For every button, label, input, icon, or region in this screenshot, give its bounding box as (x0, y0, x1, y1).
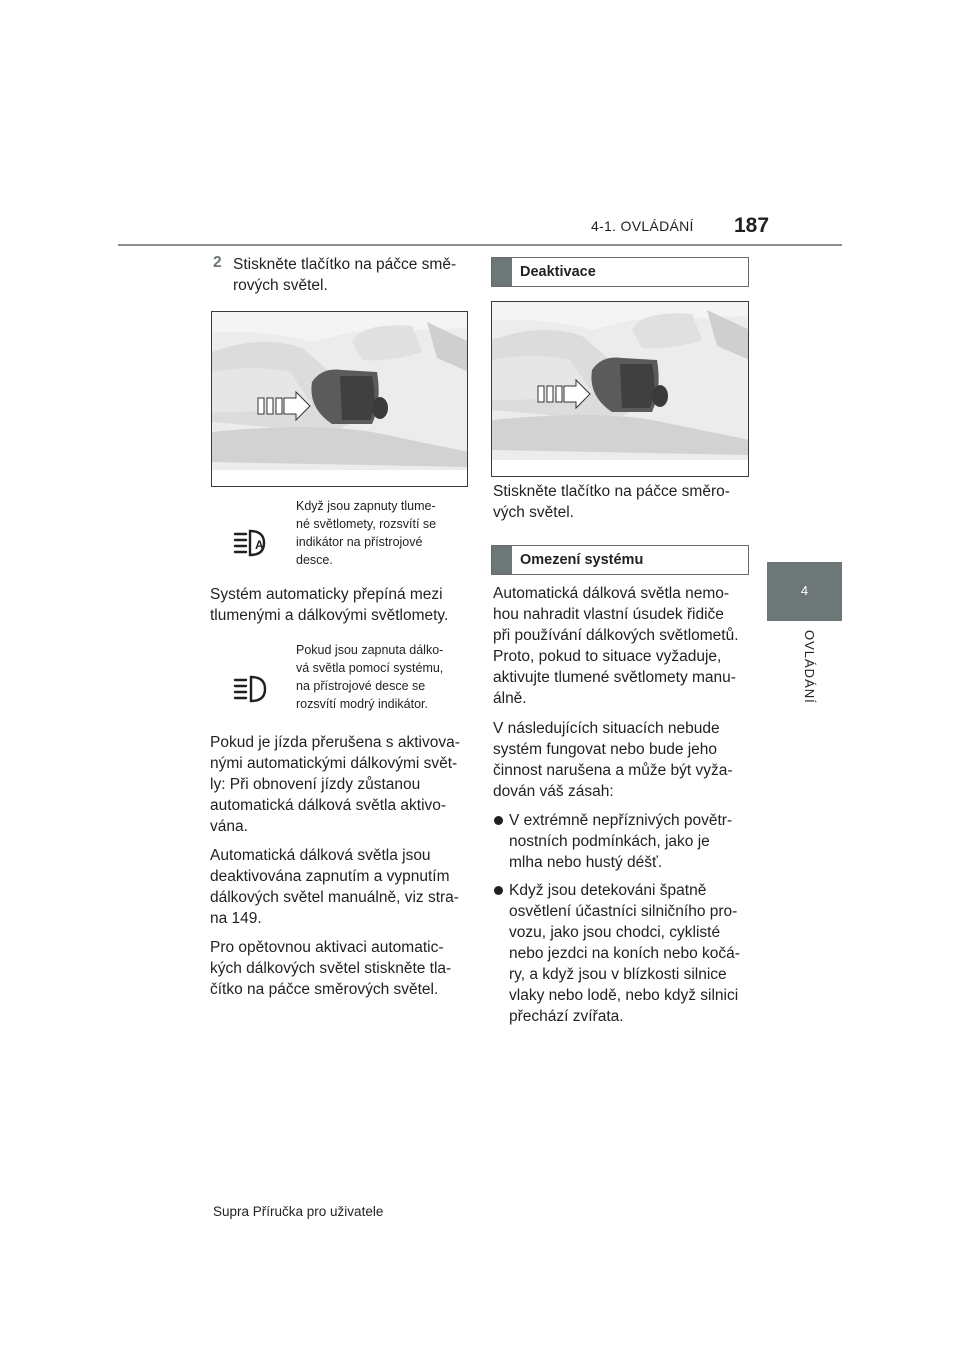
header-divider (118, 244, 842, 246)
paragraph: V následujících situacích nebude systém fungovat nebo bude jeho činnost narušena a může být vyža- dován váš zásah: (493, 720, 733, 800)
chapter-tab (767, 562, 842, 621)
heading-bar (492, 258, 512, 286)
icon-note-2: Pokud jsou zapnuta dálko- vá světla pomocí systému, na přístrojové desce se rozsvítí modrý indikátor. (296, 643, 444, 711)
automatic-high-beam-assist-icon (232, 526, 276, 560)
lever-drawing (212, 312, 468, 487)
bullet-dot (494, 886, 503, 895)
paragraph: Automatická dálková světla jsou deaktivována zapnutím a vypnutím dálkových světel manuálně, viz stra- na 149. (210, 847, 459, 927)
section-title: 4-1. OVLÁDÁNÍ (591, 218, 694, 234)
chapter-number: 4 (800, 583, 809, 598)
heading-bar (492, 546, 512, 574)
paragraph: Pro opětovnou aktivaci automatic- kých dálkových světel stiskněte tla- čítko na páčce směrových světel. (210, 939, 452, 998)
page-number: 187 (734, 214, 770, 237)
high-beam-indicator-icon (232, 672, 276, 706)
step-number: 2 (213, 254, 222, 271)
icon-note-1: Když jsou zapnuty tlume- né světlomety, rozsvítí se indikátor na přístrojové desce. (296, 499, 437, 567)
footer-text: Supra Příručka pro uživatele (213, 1204, 384, 1219)
bullet-item: Když jsou detekováni špatně osvětlení účastníci silničního pro- vozu, jako jsou chodci, cyklisté nebo jezdci na koních nebo kočá- ry, a když jsou v blízkosti silnice vlaky nebo lodě, nebo když silnici přechází zvířata. (509, 882, 740, 1025)
lever-button-illustration (491, 301, 749, 477)
heading-deactivation: Deaktivace (491, 257, 749, 287)
lever-drawing (492, 302, 749, 477)
step-text: Stiskněte tlačítko na páčce smě- rových světel. (233, 256, 457, 294)
lever-button-illustration (211, 311, 468, 487)
paragraph: Pokud je jízda přerušena s aktivova- nými automatickými dálkovými svět- ly: Při obnovení jízdy zůstanou automatická dálková světla aktivo- vána. (210, 734, 460, 835)
svg-text:A: A (255, 538, 264, 552)
bullet-item: V extrémně nepříznivých povětr- nostních podmínkách, jako je mlha nebo hustý déšť. (509, 812, 733, 871)
chapter-label: OVLÁDÁNÍ (802, 630, 817, 704)
bullet-dot (494, 816, 503, 825)
figure-caption: Stiskněte tlačítko na páčce směro- vých světel. (493, 483, 730, 521)
heading-system-limits: Omezení systému (491, 545, 749, 575)
paragraph: Systém automaticky přepíná mezi tlumenými a dálkovými světlomety. (210, 586, 449, 624)
paragraph: Automatická dálková světla nemo- hou nahradit vlastní úsudek řidiče při používání dálkových světlometů. Proto, pokud to situace vyžaduje, aktivujte tlumené světlomety manu- álně. (493, 585, 739, 707)
